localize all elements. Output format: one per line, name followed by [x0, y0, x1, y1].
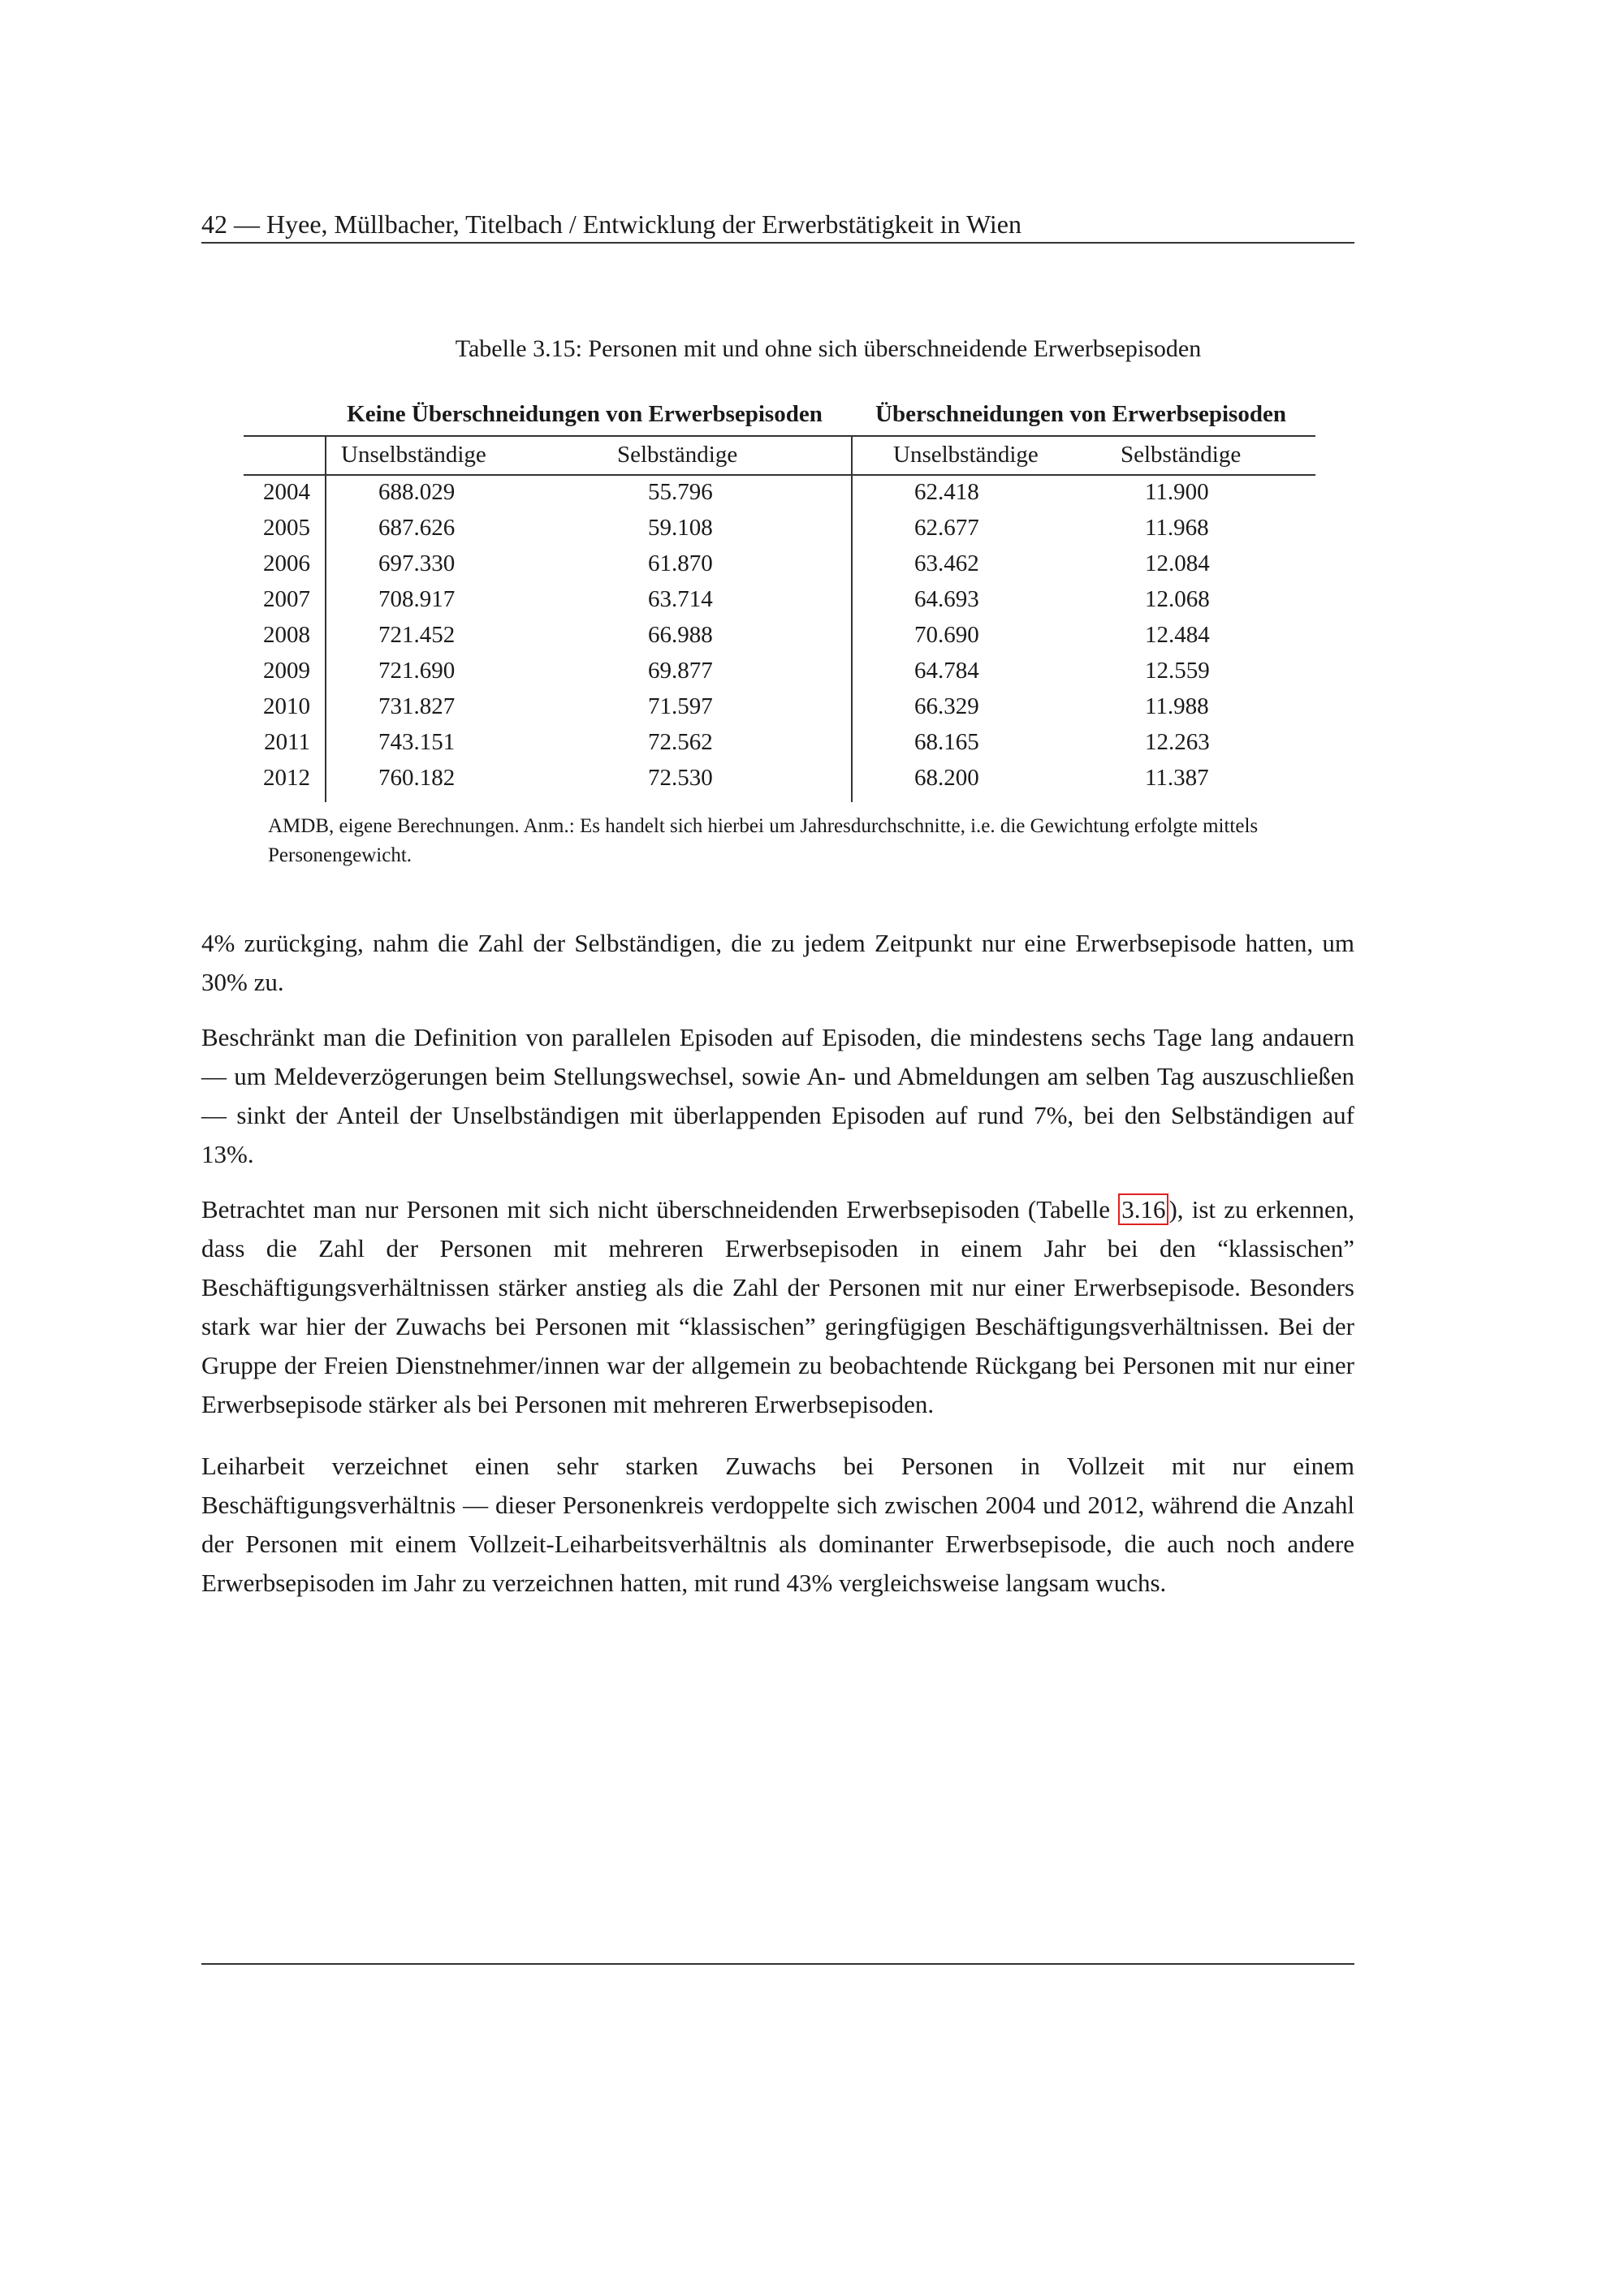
row-year: 2011: [264, 729, 310, 755]
table-caption: Tabelle 3.15: Personen mit und ohne sich überschneidende Erwerbsepisoden: [455, 335, 1202, 362]
cell-value: 62.677: [914, 515, 979, 541]
cell-value: 68.200: [914, 765, 979, 791]
group-header-overlap: Überschneidungen von Erwerbsepisoden: [875, 401, 1286, 427]
group-separator: [851, 435, 853, 802]
row-year: 2005: [263, 515, 310, 541]
cell-value: 62.418: [914, 479, 979, 505]
cell-value: 12.068: [1145, 586, 1210, 612]
cell-value: 61.870: [648, 550, 713, 576]
running-head: 42 — Hyee, Müllbacher, Titelbach / Entwicklung der Erwerbstätigkeit in Wien: [201, 209, 1021, 239]
cell-value: 12.084: [1145, 550, 1210, 576]
paragraph-3-start: Betrachtet man nur Personen mit sich nicht überschneidenden Erwerbsepisoden (Tabelle: [201, 1195, 1119, 1224]
row-year: 2008: [263, 622, 310, 648]
row-year: 2006: [263, 550, 310, 576]
cell-value: 66.329: [914, 693, 979, 719]
cell-value: 55.796: [648, 479, 713, 505]
cell-value: 12.263: [1145, 729, 1210, 755]
cell-value: 69.877: [648, 658, 713, 684]
cell-value: 721.690: [378, 658, 456, 684]
row-year: 2009: [263, 658, 310, 684]
row-year: 2004: [263, 479, 310, 505]
table-note: AMDB, eigene Berechnungen. Anm.: Es handelt sich hierbei um Jahresdurchschnitte, i.e. die Gewichtung erfolgte mittels Personengewicht.: [268, 815, 1259, 866]
cell-value: 708.917: [378, 586, 456, 612]
cell-value: 70.690: [914, 622, 979, 648]
cell-value: 760.182: [378, 765, 456, 791]
subheader-unselbstaendige-b: Unselbständige: [893, 442, 1039, 468]
cell-value: 12.559: [1145, 658, 1210, 684]
cell-value: 11.968: [1145, 515, 1209, 541]
cell-value: 731.827: [378, 693, 456, 719]
paragraph-1: 4% zurückging, nahm die Zahl der Selbständigen, die zu jedem Zeitpunkt nur eine Erwerbsepisode hatten, um 30% zu.: [201, 929, 1354, 996]
row-year: 2010: [263, 693, 310, 719]
cell-value: 11.988: [1145, 693, 1209, 719]
header-rule: [201, 242, 1354, 244]
group-header-no-overlap: Keine Überschneidungen von Erwerbsepisoden: [347, 401, 823, 427]
subheader-selbstaendige-b: Selbständige: [1121, 442, 1242, 468]
footer-rule: [201, 1963, 1354, 1965]
cell-value: 68.165: [914, 729, 979, 755]
cell-value: 72.530: [648, 765, 713, 791]
table-reference-link[interactable]: 3.16: [1118, 1193, 1168, 1225]
cell-value: 687.626: [378, 515, 456, 541]
row-year: 2007: [263, 586, 310, 612]
cell-value: 66.988: [648, 622, 713, 648]
cell-value: 11.900: [1145, 479, 1209, 505]
subheader-selbstaendige-a: Selbständige: [617, 442, 738, 468]
row-year: 2012: [263, 765, 310, 791]
cell-value: 63.714: [648, 586, 713, 612]
cell-value: 64.784: [914, 658, 979, 684]
cell-value: 721.452: [378, 622, 456, 648]
cell-value: 743.151: [378, 729, 456, 755]
paragraph-3: [201, 1190, 1354, 1424]
paragraph-3-end: ), ist zu erkennen, dass die Zahl der Personen mit mehreren Erwerbsepisoden in einem Jahr bei den “klassischen” Beschäftigungsverhältnissen stärker anstieg als die Zahl der Personen mit nur einer Erwerbsepisode. Besonders stark war hier der Zuwachs bei Personen mit “klassischen” geringfügigen Beschäftigungsverhältnissen. Bei der Gruppe der Freien Dienstnehmer/innen war der allgemein zu beobachtende Rückgang bei Personen mit nur einer Erwerbsepisode stärker als bei Personen mit mehreren Erwerbsepisoden.: [201, 1195, 1354, 1418]
cell-value: 11.387: [1145, 765, 1209, 791]
subheader-unselbstaendige-a: Unselbständige: [341, 442, 486, 468]
cell-value: 59.108: [648, 515, 713, 541]
cell-value: 71.597: [648, 693, 713, 719]
cell-value: 63.462: [914, 550, 979, 576]
cell-value: 64.693: [914, 586, 979, 612]
cell-value: 72.562: [648, 729, 713, 755]
cell-value: 688.029: [378, 479, 456, 505]
paragraph-4: Leiharbeit verzeichnet einen sehr starken Zuwachs bei Personen in Vollzeit mit nur einem Beschäftigungsverhältnis — dieser Personenkreis verdoppelte sich zwischen 2004 und 2012, während die Anzahl der Personen mit einem Vollzeit-Leiharbeitsverhältnis als dominanter Erwerbsepisode, die auch noch andere Erwerbsepisoden im Jahr zu verzeichnen hatten, mit rund 43% vergleichsweise langsam wuchs.: [201, 1452, 1354, 1597]
paragraph-2: Beschränkt man die Definition von parallelen Episoden auf Episoden, die mindestens sechs Tage lang andauern — um Meldeverzögerungen beim Stellungswechsel, sowie An- und Abmeldungen am selben Tag auszuschließen — sinkt der Anteil der Unselbständigen mit überlappenden Episoden auf rund 7%, bei den Selbständigen auf 13%.: [201, 1023, 1354, 1168]
cell-value: 12.484: [1145, 622, 1210, 648]
cell-value: 697.330: [378, 550, 456, 576]
stub-separator: [325, 435, 326, 802]
